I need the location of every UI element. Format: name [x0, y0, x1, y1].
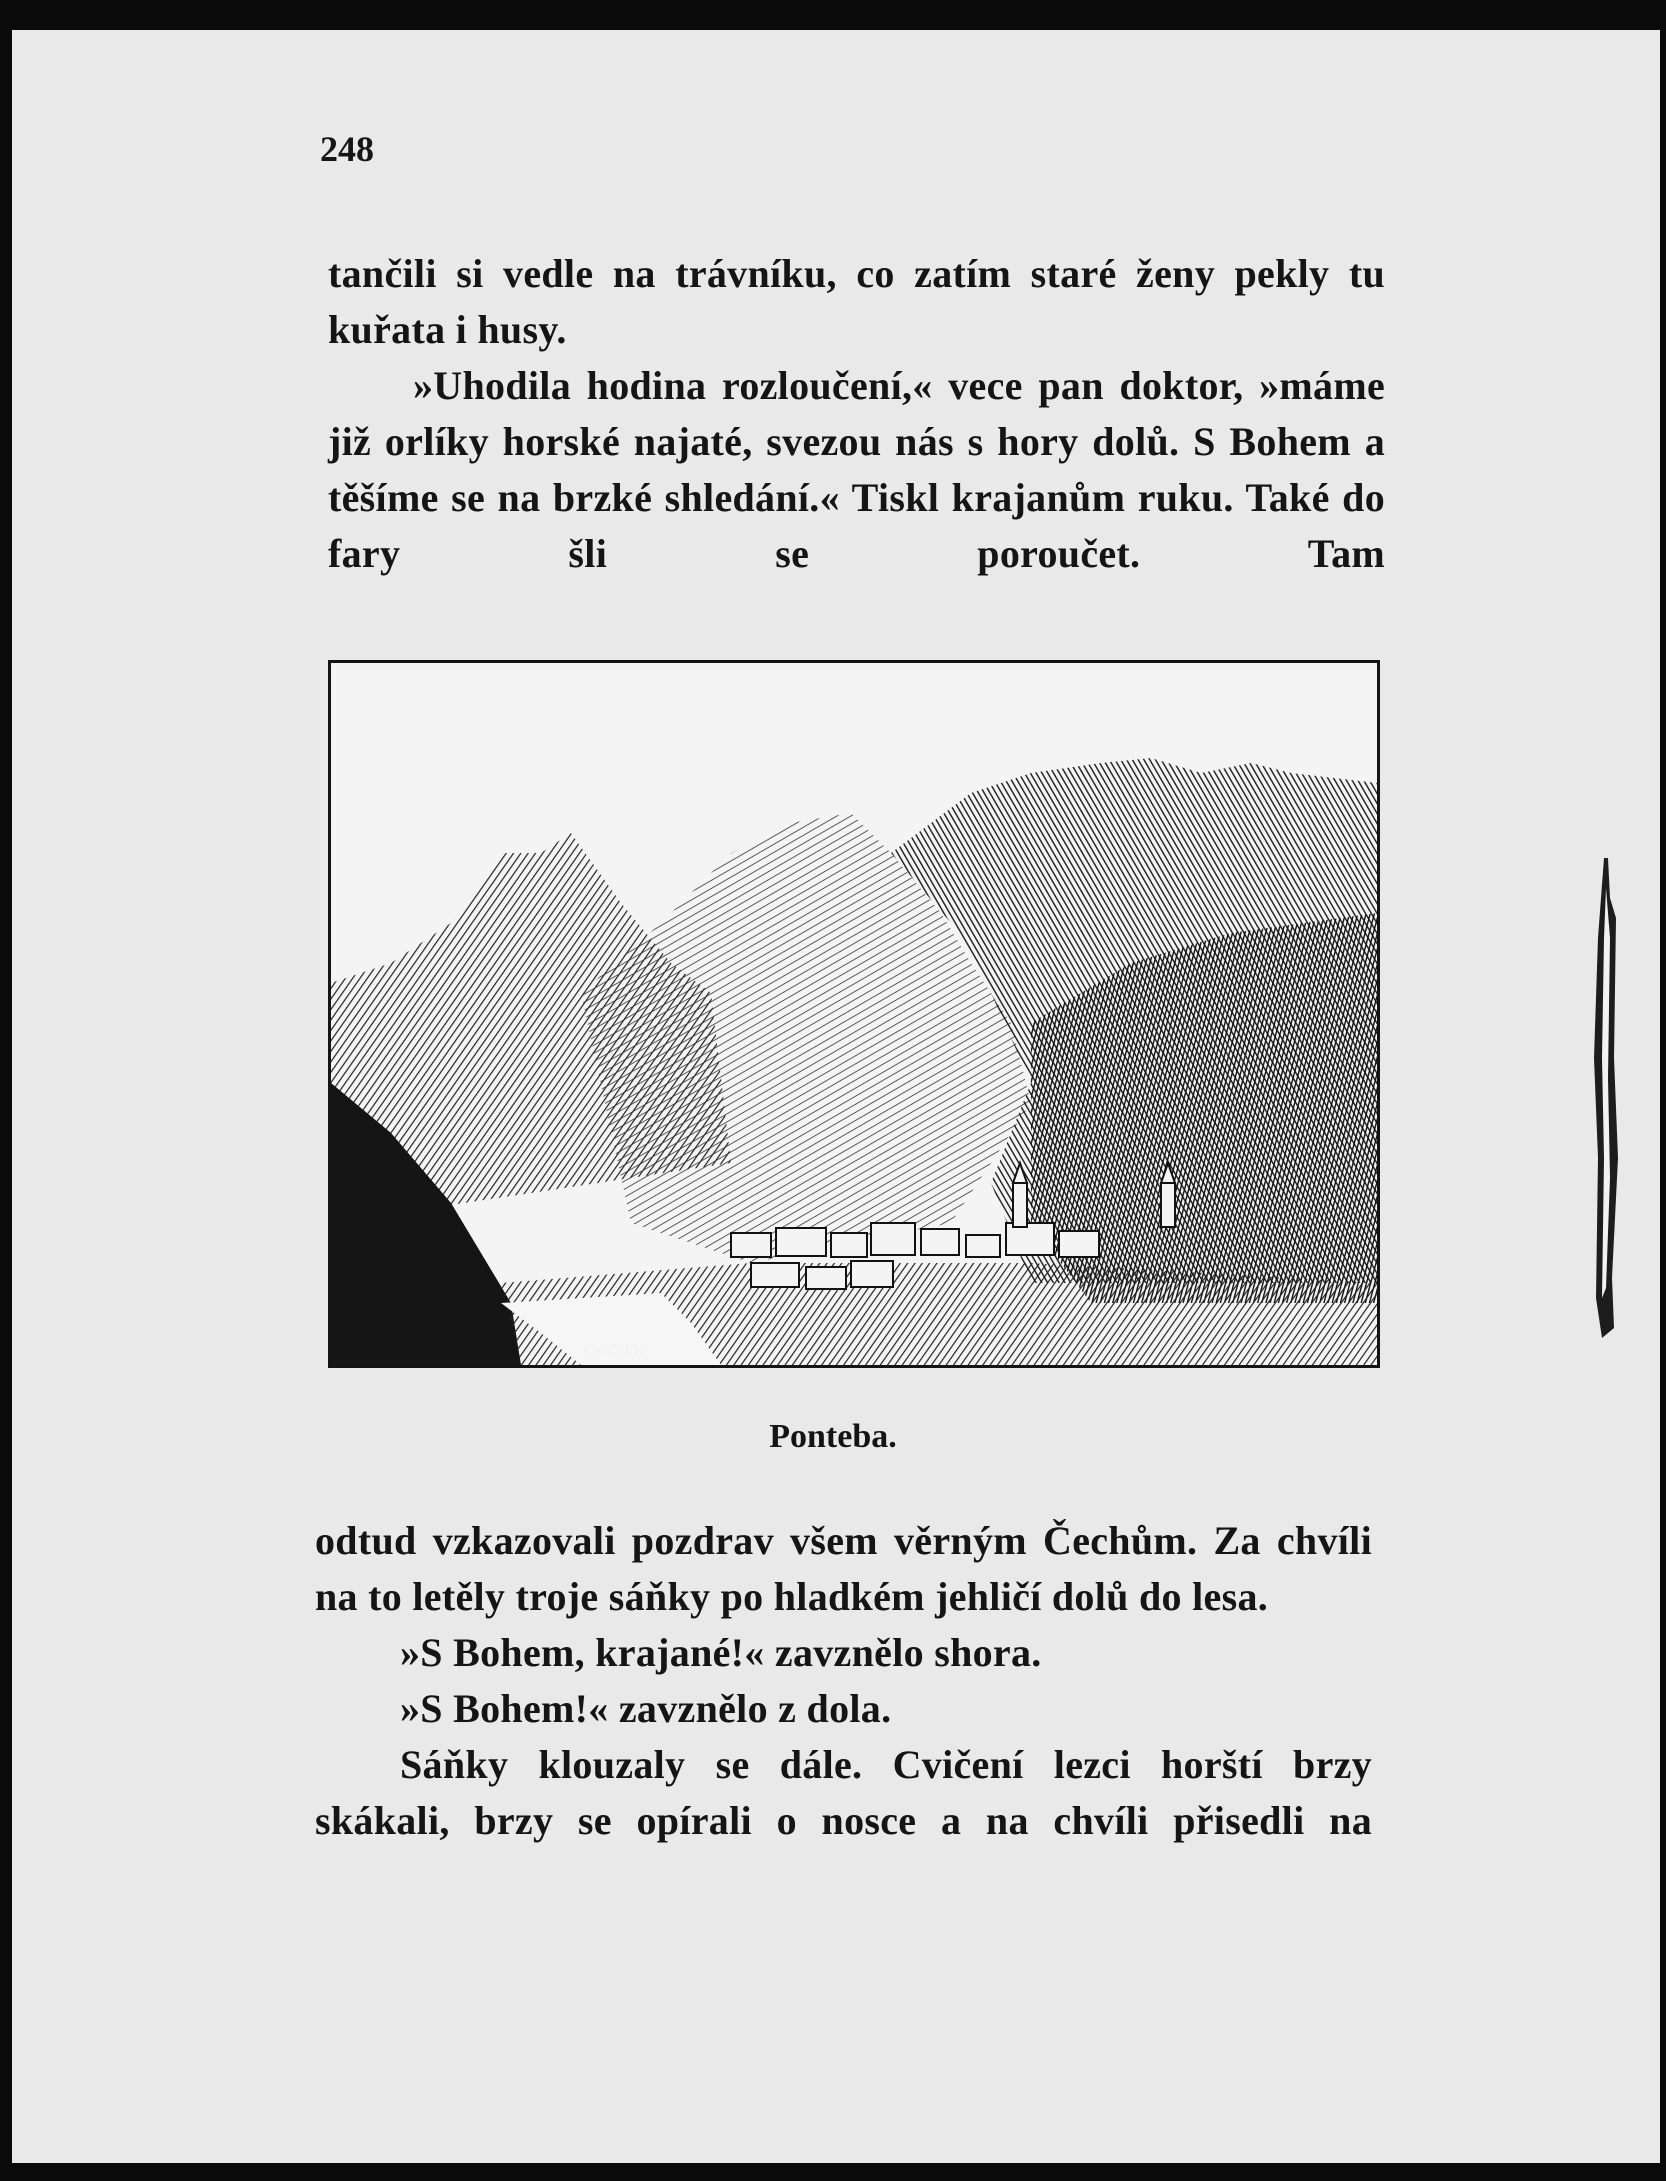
- paragraph: tančili si vedle na trávníku, co zatím staré ženy pekly tu kuřata i husy.: [328, 251, 1385, 352]
- illustration-ponteba: [328, 660, 1380, 1368]
- top-text-block: [328, 246, 1385, 582]
- paragraph: »S Bohem!« zavznělo z dola.: [400, 1686, 892, 1731]
- engraver-signature: J.W.ČŽEK: [581, 1344, 643, 1359]
- paragraph: Sáňky klouzaly se dále. Cvičení lezci horští brzy skákali, brzy se opírali o nosce a na chvíli přisedli na: [315, 1742, 1372, 1843]
- paragraph: odtud vzkazovali pozdrav všem věrným Čechům. Za chvíli na to letěly troje sáňky po hladkém jehličí dolů do lesa.: [315, 1518, 1372, 1619]
- mountain-engraving: [331, 663, 1377, 1365]
- page-number: 248: [320, 129, 374, 169]
- bottom-text-block: [315, 1513, 1372, 1849]
- paragraph: »S Bohem, krajané!« zavznělo shora.: [400, 1630, 1042, 1675]
- paragraph: »Uhodila hodina rozloučení,« vece pan doktor, »máme již orlíky horské najaté, svezou nás s hory dolů. S Bohem a těšíme se na brzké shledání.« Tiskl krajanům ruku. Také do fary šli se poroučet. Tam: [328, 363, 1385, 576]
- figure-caption: Ponteba.: [769, 1418, 897, 1455]
- page-edge-strip: [1586, 858, 1626, 1338]
